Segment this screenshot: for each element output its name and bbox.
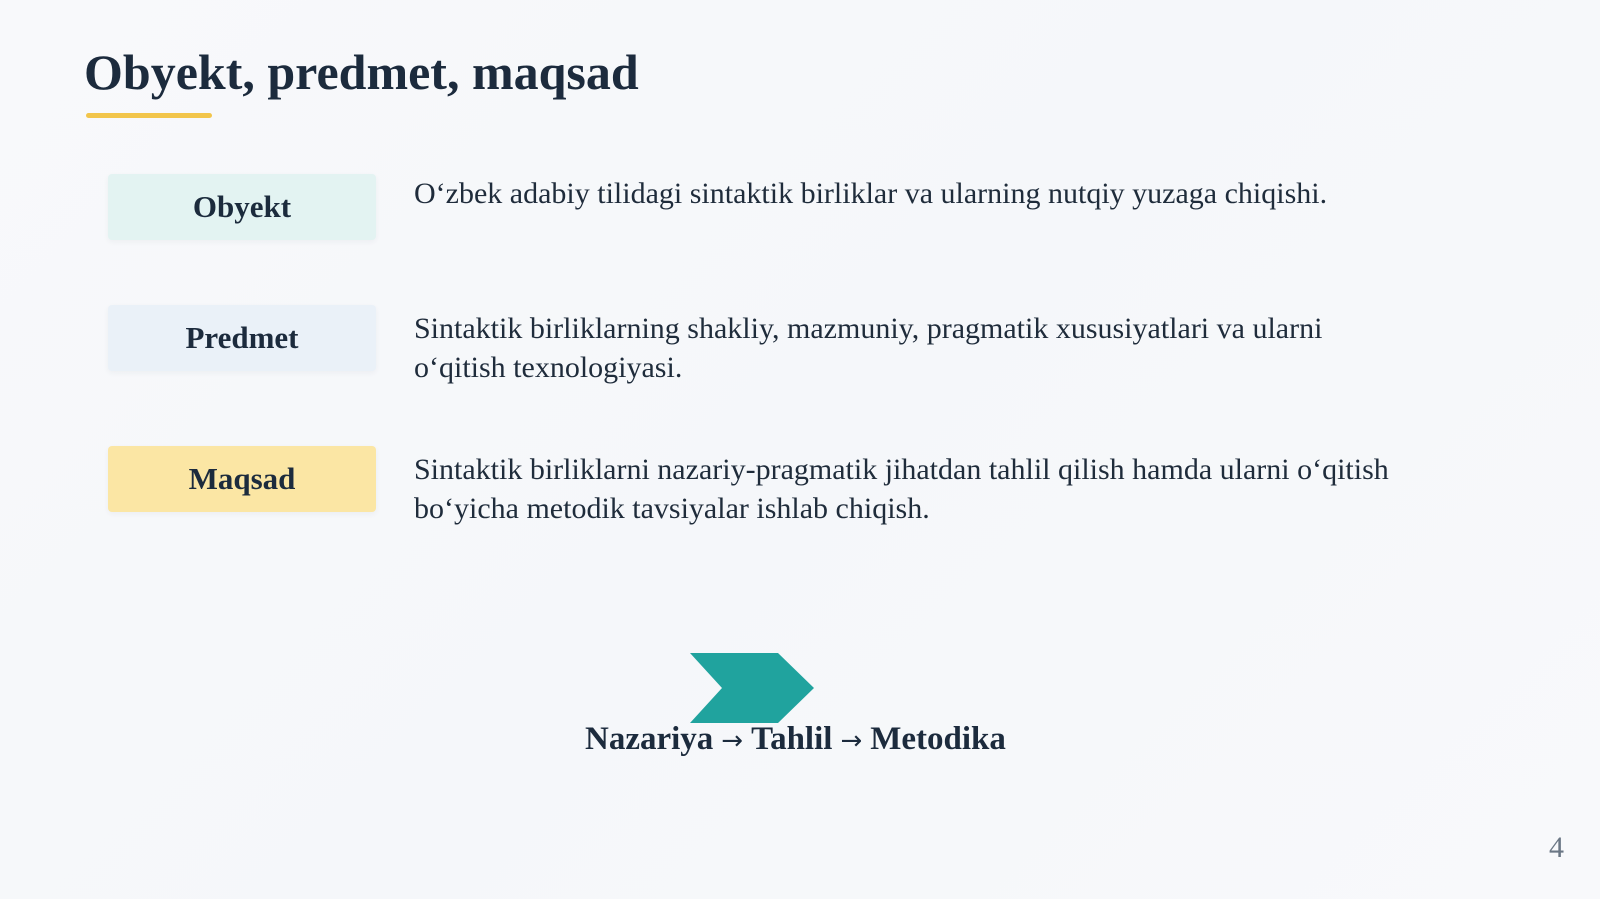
title-underline — [86, 113, 212, 118]
page-number: 4 — [1549, 831, 1564, 864]
chevron-right-icon — [690, 653, 814, 723]
flow-step-metodika: Metodika — [870, 721, 1006, 757]
label-obyekt: Obyekt — [108, 174, 376, 240]
flow-step-tahlil: Tahlil — [751, 721, 833, 757]
description-obyekt: O‘zbek adabiy tilidagi sintaktik birliklar va ularning nutqiy yuzaga chiqishi. — [414, 177, 1328, 210]
flow-step-nazariya: Nazariya — [585, 721, 714, 757]
label-maqsad: Maqsad — [108, 446, 376, 512]
description-maqsad: Sintaktik birliklarni nazariy-pragmatik jihatdan tahlil qilish hamda ularni o‘qitish bo‘yicha metodik tavsiyalar ishlab chiqish. — [414, 453, 1389, 525]
flow-separator-2: → — [840, 726, 863, 756]
flow-separator-1: → — [721, 726, 744, 756]
process-flow — [585, 721, 1006, 758]
slide-title: Obyekt, predmet, maqsad — [84, 44, 639, 100]
description-predmet: Sintaktik birliklarning shakliy, mazmuniy, pragmatik xususiyatlari va ularni o‘qitish texnologiyasi. — [414, 312, 1323, 384]
label-predmet: Predmet — [108, 305, 376, 371]
